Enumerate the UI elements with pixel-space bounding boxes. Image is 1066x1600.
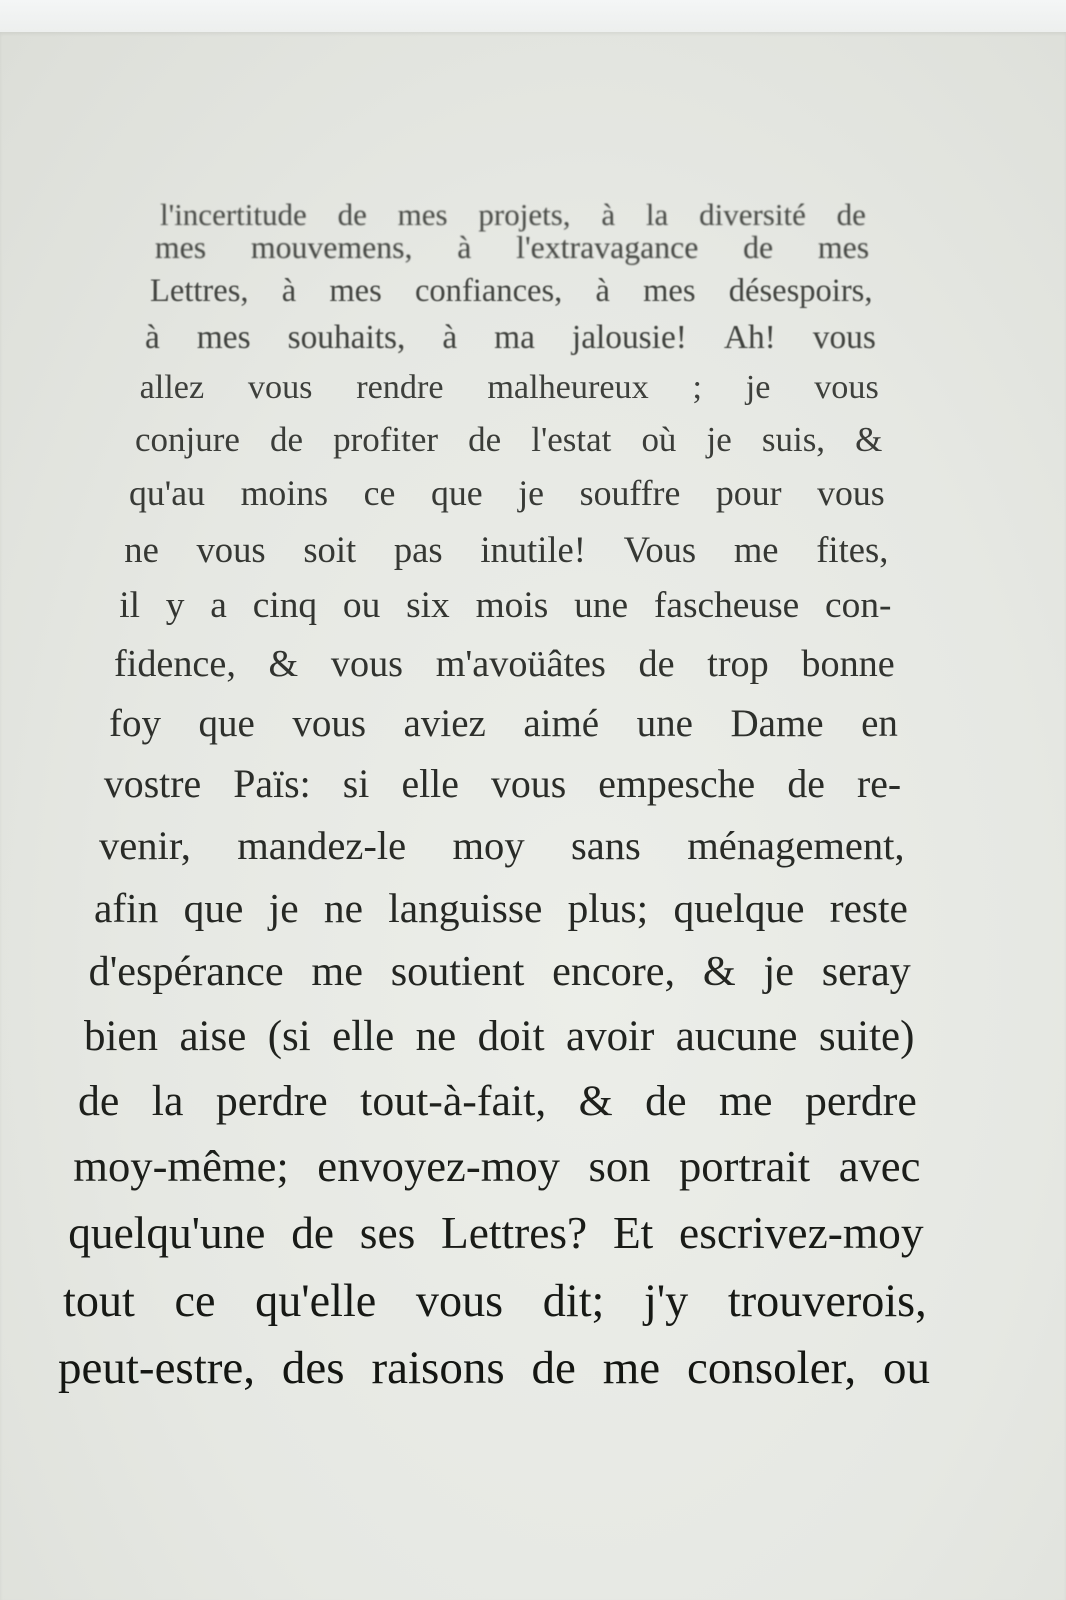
text-line: [78, 1075, 917, 1128]
word: ses: [359, 1208, 416, 1259]
word: une: [636, 701, 693, 745]
word: quelque: [673, 885, 805, 932]
word: de: [291, 1208, 335, 1259]
word: vous: [491, 762, 567, 806]
word: la: [645, 197, 669, 232]
text-line: [124, 528, 888, 572]
word: soutient: [390, 948, 525, 995]
word: aucune: [675, 1012, 797, 1060]
word: vous: [247, 369, 313, 407]
word: (si: [267, 1012, 311, 1060]
word: de: [645, 1077, 687, 1126]
word: à: [281, 272, 296, 309]
word: cinq: [252, 585, 318, 626]
word: à: [601, 197, 616, 232]
word: de: [337, 197, 367, 232]
word: sans: [570, 823, 641, 869]
word: seray: [821, 948, 911, 995]
text-line: [99, 822, 905, 871]
word: profiter: [332, 419, 438, 459]
word: me: [733, 528, 779, 570]
word: ma: [493, 319, 535, 356]
word: mois: [475, 585, 549, 626]
word: fascheuse: [653, 585, 800, 626]
word: fidence,: [114, 642, 236, 685]
word: souffre: [580, 473, 681, 514]
text-line: [129, 472, 885, 515]
word: aise: [178, 1012, 246, 1060]
word: me: [602, 1342, 661, 1394]
word: con-: [825, 585, 892, 626]
word: doit: [477, 1012, 545, 1060]
word: &: [579, 1077, 614, 1126]
word: envoyez-moy: [317, 1141, 560, 1192]
word: une: [574, 585, 629, 626]
word: vous: [331, 642, 404, 685]
word: de: [743, 230, 774, 266]
word: à: [144, 319, 160, 356]
word: six: [406, 585, 450, 626]
word: rendre: [356, 369, 444, 407]
word: où: [640, 419, 676, 459]
word: ne: [323, 885, 363, 932]
word: vous: [812, 319, 876, 356]
word: Lettres?: [441, 1208, 588, 1259]
word: encore,: [552, 948, 676, 995]
word: allez: [139, 369, 205, 407]
word: jalousie!: [571, 319, 687, 356]
word: Dame: [730, 701, 824, 745]
text-line: [114, 642, 895, 688]
word: mes: [329, 272, 382, 309]
word: &: [702, 948, 736, 995]
word: moy: [452, 823, 525, 869]
text-line: [150, 272, 873, 311]
word: que: [431, 473, 484, 514]
word: afin: [93, 885, 159, 932]
word: mes: [397, 197, 448, 232]
word: languisse: [387, 885, 543, 932]
word: j'y: [644, 1274, 689, 1326]
word: de: [467, 419, 501, 459]
word: venir,: [98, 823, 191, 869]
text-line: [84, 1011, 915, 1063]
word: de: [269, 419, 303, 459]
word: moy-même;: [73, 1141, 289, 1192]
word: Et: [612, 1208, 654, 1259]
word: Vous: [623, 528, 697, 570]
word: souhaits,: [287, 319, 406, 356]
text-line: [155, 229, 869, 267]
word: elle: [331, 1012, 394, 1060]
text-line: [89, 947, 911, 998]
word: que: [198, 701, 255, 745]
word: tout-à-fait,: [360, 1077, 547, 1126]
word: Païs:: [233, 762, 311, 806]
word: peut-estre,: [58, 1342, 256, 1394]
word: malheureux: [487, 369, 649, 407]
word: en: [861, 701, 898, 745]
word: ne: [124, 528, 159, 570]
word: si: [342, 762, 370, 806]
text-line: [135, 419, 882, 461]
word: tout: [63, 1274, 135, 1326]
word: aimé: [523, 701, 600, 745]
word: soit: [303, 528, 357, 570]
text-line: [145, 318, 876, 358]
word: l'incertitude: [160, 197, 307, 232]
word: fites,: [816, 528, 889, 570]
word: avoir: [565, 1012, 654, 1060]
word: de: [531, 1342, 576, 1394]
word: conjure: [134, 419, 240, 459]
word: &: [854, 419, 882, 459]
word: bonne: [801, 642, 895, 685]
word: ou: [883, 1342, 930, 1394]
word: ;: [692, 369, 702, 407]
word: à: [595, 272, 610, 309]
word: qu'au: [129, 473, 206, 514]
word: re-: [856, 762, 902, 806]
word: de: [836, 197, 866, 232]
word: trouverois,: [728, 1274, 927, 1326]
word: foy: [109, 701, 161, 745]
word: escrivez-moy: [679, 1208, 924, 1259]
word: perdre: [216, 1077, 329, 1126]
word: vous: [814, 369, 879, 407]
word: vostre: [103, 762, 202, 806]
word: Lettres,: [149, 272, 249, 309]
word: vous: [817, 473, 886, 514]
word: ménagement,: [687, 823, 905, 869]
word: il: [119, 585, 140, 626]
word: je: [518, 473, 545, 514]
word: ce: [174, 1274, 216, 1326]
word: vous: [416, 1274, 504, 1326]
word: je: [745, 369, 771, 407]
word: me: [311, 948, 363, 995]
word: inutile!: [480, 528, 586, 570]
word: mes: [196, 319, 251, 356]
word: suite): [818, 1012, 914, 1060]
word: quelqu'une: [68, 1208, 266, 1259]
text-line: [160, 196, 866, 233]
word: son: [588, 1141, 651, 1192]
word: que: [183, 885, 244, 932]
text-line: [63, 1273, 927, 1328]
word: diversité: [699, 197, 806, 232]
word: je: [763, 948, 794, 995]
word: mouvemens,: [250, 230, 413, 266]
word: me: [719, 1077, 773, 1126]
word: à: [457, 230, 472, 266]
word: la: [152, 1077, 184, 1126]
word: désespoirs,: [728, 272, 873, 309]
word: plus;: [567, 885, 648, 932]
word: avec: [838, 1141, 921, 1192]
word: mandez-le: [237, 823, 406, 869]
word: raisons: [371, 1342, 505, 1394]
word: confiances,: [414, 272, 563, 309]
word: projets,: [478, 197, 571, 232]
word: bien: [83, 1012, 158, 1060]
word: mes: [154, 230, 207, 266]
text-line: [109, 701, 898, 748]
word: je: [268, 885, 299, 932]
word: à: [442, 319, 457, 356]
text-line: [104, 761, 901, 809]
word: m'avoüâtes: [435, 642, 606, 685]
word: pour: [716, 473, 782, 514]
text-line: [140, 367, 879, 408]
word: ou: [342, 585, 381, 626]
word: trop: [707, 642, 769, 685]
word: consoler,: [687, 1342, 857, 1394]
word: je: [706, 419, 732, 459]
word: Ah!: [723, 319, 776, 356]
word: de: [787, 762, 825, 806]
text-line: [73, 1140, 920, 1194]
word: des: [281, 1342, 345, 1394]
word: perdre: [805, 1077, 918, 1126]
word: portrait: [678, 1141, 811, 1192]
word: mes: [817, 230, 870, 266]
word: l'extravagance: [516, 230, 699, 266]
word: d'espérance: [88, 948, 284, 995]
word: qu'elle: [255, 1274, 377, 1326]
word: ne: [415, 1012, 456, 1060]
word: ce: [364, 473, 396, 514]
word: empesche: [598, 762, 756, 806]
text-line: [94, 884, 908, 934]
word: vous: [292, 701, 367, 745]
word: vous: [196, 528, 266, 570]
word: a: [210, 585, 227, 626]
word: aviez: [403, 701, 486, 745]
text-line: [58, 1340, 930, 1396]
word: reste: [829, 885, 908, 932]
word: dit;: [542, 1274, 605, 1326]
word: mes: [642, 272, 696, 309]
word: de: [78, 1077, 120, 1126]
word: suis,: [761, 419, 825, 459]
word: elle: [401, 762, 459, 806]
word: de: [638, 642, 675, 685]
word: y: [165, 585, 185, 626]
word: &: [268, 642, 299, 685]
word: pas: [393, 528, 443, 570]
word: moins: [240, 473, 329, 514]
text-line: [119, 584, 891, 629]
text-line: [68, 1206, 923, 1261]
word: l'estat: [530, 419, 611, 459]
